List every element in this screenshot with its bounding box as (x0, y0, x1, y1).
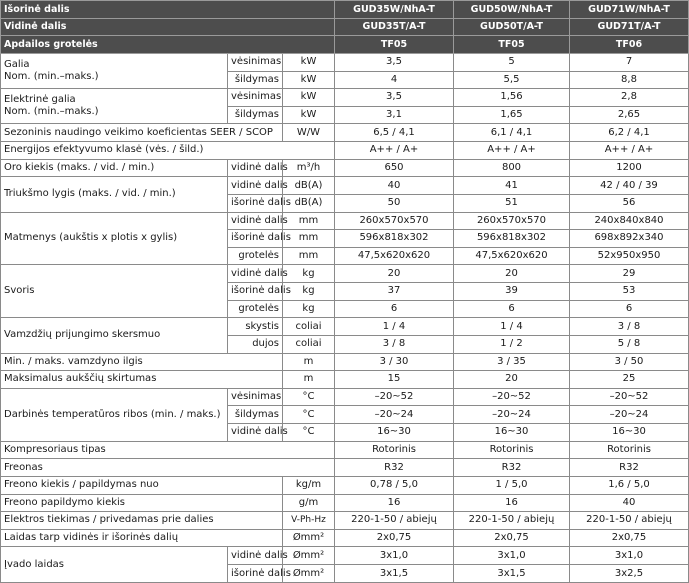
row-label: Elektrinė galia Nom. (min.–maks.) (1, 89, 228, 124)
row-value: Rotorinis (570, 441, 689, 459)
row-value: 39 (454, 283, 570, 301)
row-value: 3,5 (335, 53, 454, 71)
row-value: 6 (570, 300, 689, 318)
row-value: 596x818x302 (335, 230, 454, 248)
model-indoor-2: GUD50T/A-T (454, 18, 570, 36)
row-label: Freono kiekis / papildymas nuo (1, 476, 283, 494)
row-value: R32 (454, 459, 570, 477)
model-grille-1: TF05 (335, 36, 454, 54)
table-row (1, 512, 689, 530)
header-row-grille (1, 36, 689, 54)
row-unit: m (283, 353, 335, 371)
row-label: Energijos efektyvumo klasė (vės. / šild.) (1, 142, 335, 160)
row-value: 47,5x620x620 (335, 247, 454, 265)
row-value: –20~52 (454, 388, 570, 406)
row-value: 3,5 (335, 89, 454, 107)
row-mode: šildymas (228, 71, 283, 89)
row-value: 40 (335, 177, 454, 195)
row-value: 20 (454, 371, 570, 389)
row-value: R32 (335, 459, 454, 477)
table-row (1, 124, 689, 142)
row-label: Min. / maks. vamzdyno ilgis (1, 353, 283, 371)
row-value: 7 (570, 53, 689, 71)
row-value: 41 (454, 177, 570, 195)
table-row (1, 441, 689, 459)
row-value: 6 (454, 300, 570, 318)
row-value: –20~52 (335, 388, 454, 406)
table-row (1, 212, 689, 230)
row-value: A++ / A+ (570, 142, 689, 160)
row-value: 37 (335, 283, 454, 301)
row-value: 47,5x620x620 (454, 247, 570, 265)
header-row-outdoor (1, 1, 689, 19)
row-value: 3 / 8 (335, 335, 454, 353)
row-unit: kW (283, 71, 335, 89)
row-unit: mm (283, 230, 335, 248)
table-row (1, 318, 689, 336)
table-row (1, 53, 689, 71)
row-unit: m (283, 371, 335, 389)
row-value: Rotorinis (335, 441, 454, 459)
row-value: 1,6 / 5,0 (570, 476, 689, 494)
row-mode: vidinė dalis (228, 547, 283, 565)
row-value: 3x1,0 (454, 547, 570, 565)
table-row (1, 476, 689, 494)
row-mode: šildymas (228, 106, 283, 124)
row-mode: dujos (228, 335, 283, 353)
row-value: –20~24 (570, 406, 689, 424)
row-value: 260x570x570 (454, 212, 570, 230)
row-value: 20 (335, 265, 454, 283)
header-label: Vidinė dalis (1, 18, 335, 36)
table-row (1, 529, 689, 547)
row-label: Elektros tiekimas / privedamas prie dalies (1, 512, 283, 530)
row-value: 1 / 2 (454, 335, 570, 353)
row-value: 16~30 (570, 424, 689, 442)
row-mode: vėsinimas (228, 53, 283, 71)
row-unit: m³/h (283, 159, 335, 177)
row-value: 15 (335, 371, 454, 389)
row-unit: Ømm² (283, 565, 335, 583)
row-value: 3,1 (335, 106, 454, 124)
row-label: Svoris (1, 265, 228, 318)
row-value: 3x2,5 (570, 565, 689, 583)
row-value: Rotorinis (454, 441, 570, 459)
row-value: 51 (454, 194, 570, 212)
row-value: 2x0,75 (335, 529, 454, 547)
row-label: Freonas (1, 459, 335, 477)
row-value: 16 (454, 494, 570, 512)
row-value: 3x1,0 (335, 547, 454, 565)
row-value: 50 (335, 194, 454, 212)
row-mode: išorinė dalis (228, 194, 283, 212)
row-value: 6,2 / 4,1 (570, 124, 689, 142)
row-mode: vidinė dalis (228, 177, 283, 195)
row-value: 3x1,5 (335, 565, 454, 583)
row-unit: Ømm² (283, 547, 335, 565)
row-value: 1,56 (454, 89, 570, 107)
table-row (1, 371, 689, 389)
row-label: Galia Nom. (min.–maks.) (1, 53, 228, 88)
table-row (1, 459, 689, 477)
table-row (1, 494, 689, 512)
table-row (1, 89, 689, 107)
row-unit: dB(A) (283, 177, 335, 195)
row-value: 6,1 / 4,1 (454, 124, 570, 142)
row-unit: °C (283, 406, 335, 424)
row-value: 800 (454, 159, 570, 177)
table-row (1, 142, 689, 160)
row-mode: vidinė dalis (228, 265, 283, 283)
row-value: 29 (570, 265, 689, 283)
row-value: 3 / 50 (570, 353, 689, 371)
row-value: 1 / 4 (454, 318, 570, 336)
row-unit: V-Ph-Hz (283, 512, 335, 530)
row-unit: coliai (283, 318, 335, 336)
row-unit: kg (283, 265, 335, 283)
row-label: Darbinės temperatūros ribos (min. / maks.) (1, 388, 228, 441)
row-value: 56 (570, 194, 689, 212)
row-mode: vėsinimas (228, 388, 283, 406)
row-mode: išorinė dalis (228, 565, 283, 583)
table-row (1, 159, 689, 177)
row-value: 5 (454, 53, 570, 71)
row-value: A++ / A+ (454, 142, 570, 160)
row-unit: kg (283, 283, 335, 301)
row-value: 0,78 / 5,0 (335, 476, 454, 494)
row-value: 40 (570, 494, 689, 512)
row-unit: °C (283, 424, 335, 442)
row-label: Triukšmo lygis (maks. / vid. / min.) (1, 177, 228, 212)
row-label: Oro kiekis (maks. / vid. / min.) (1, 159, 228, 177)
row-unit: °C (283, 388, 335, 406)
model-grille-3: TF06 (570, 36, 689, 54)
row-label: Freono papildymo kiekis (1, 494, 283, 512)
row-value: 1200 (570, 159, 689, 177)
row-unit: mm (283, 212, 335, 230)
row-value: 2,65 (570, 106, 689, 124)
row-label: Laidas tarp vidinės ir išorinės dalių (1, 529, 283, 547)
row-value: 25 (570, 371, 689, 389)
row-value: 220-1-50 / abiejų (454, 512, 570, 530)
row-value: 1,65 (454, 106, 570, 124)
row-label: Maksimalus aukščių skirtumas (1, 371, 283, 389)
row-value: R32 (570, 459, 689, 477)
row-value: 1 / 5,0 (454, 476, 570, 494)
table-row (1, 388, 689, 406)
row-value: 8,8 (570, 71, 689, 89)
row-value: 53 (570, 283, 689, 301)
row-value: 16 (335, 494, 454, 512)
row-value: –20~24 (335, 406, 454, 424)
row-value: 5 / 8 (570, 335, 689, 353)
row-value: 260x570x570 (335, 212, 454, 230)
header-label: Apdailos grotelės (1, 36, 335, 54)
row-mode: išorinė dalis (228, 230, 283, 248)
row-label: Matmenys (aukštis x plotis x gylis) (1, 212, 228, 265)
model-indoor-1: GUD35T/A-T (335, 18, 454, 36)
row-unit: g/m (283, 494, 335, 512)
row-value: 3 / 8 (570, 318, 689, 336)
row-value: 20 (454, 265, 570, 283)
row-unit: coliai (283, 335, 335, 353)
row-unit: kg (283, 300, 335, 318)
table-row (1, 353, 689, 371)
row-unit: dB(A) (283, 194, 335, 212)
row-mode: vėsinimas (228, 89, 283, 107)
row-value: 3x1,5 (454, 565, 570, 583)
table-row (1, 177, 689, 195)
row-unit: kW (283, 53, 335, 71)
header-row-indoor (1, 18, 689, 36)
row-label: Kompresoriaus tipas (1, 441, 335, 459)
row-label: Įvado laidas (1, 547, 228, 583)
row-value: –20~52 (570, 388, 689, 406)
row-label: Vamzdžių prijungimo skersmuo (1, 318, 228, 353)
row-mode: vidinė dalis (228, 424, 283, 442)
row-unit: kg/m (283, 476, 335, 494)
row-value: 5,5 (454, 71, 570, 89)
row-value: 4 (335, 71, 454, 89)
header-label: Išorinė dalis (1, 1, 335, 19)
row-mode: grotelės (228, 247, 283, 265)
row-value: 52x950x950 (570, 247, 689, 265)
table-row (1, 547, 689, 565)
row-unit: mm (283, 247, 335, 265)
row-value: –20~24 (454, 406, 570, 424)
row-value: 698x892x340 (570, 230, 689, 248)
model-grille-2: TF05 (454, 36, 570, 54)
model-outdoor-1: GUD35W/NhA-T (335, 1, 454, 19)
row-unit: kW (283, 89, 335, 107)
row-value: 596x818x302 (454, 230, 570, 248)
row-value: 2x0,75 (570, 529, 689, 547)
model-indoor-3: GUD71T/A-T (570, 18, 689, 36)
row-value: A++ / A+ (335, 142, 454, 160)
row-value: 650 (335, 159, 454, 177)
row-mode: šildymas (228, 406, 283, 424)
row-value: 220-1-50 / abiejų (570, 512, 689, 530)
row-value: 240x840x840 (570, 212, 689, 230)
row-mode: išorinė dalis (228, 283, 283, 301)
row-value: 6 (335, 300, 454, 318)
row-mode: skystis (228, 318, 283, 336)
row-value: 2,8 (570, 89, 689, 107)
row-value: 3x1,0 (570, 547, 689, 565)
row-value: 42 / 40 / 39 (570, 177, 689, 195)
row-unit: W/W (283, 124, 335, 142)
model-outdoor-2: GUD50W/NhA-T (454, 1, 570, 19)
row-value: 3 / 35 (454, 353, 570, 371)
row-value: 6,5 / 4,1 (335, 124, 454, 142)
row-value: 2x0,75 (454, 529, 570, 547)
row-value: 16~30 (454, 424, 570, 442)
row-value: 3 / 30 (335, 353, 454, 371)
row-mode: vidinė dalis (228, 159, 283, 177)
model-outdoor-3: GUD71W/NhA-T (570, 1, 689, 19)
row-value: 1 / 4 (335, 318, 454, 336)
row-mode: grotelės (228, 300, 283, 318)
row-mode: vidinė dalis (228, 212, 283, 230)
row-unit: Ømm² (283, 529, 335, 547)
row-value: 220-1-50 / abiejų (335, 512, 454, 530)
table-row (1, 265, 689, 283)
row-value: 16~30 (335, 424, 454, 442)
row-label: Sezoninis naudingo veikimo koeficientas SEER / SCOP (1, 124, 283, 142)
row-unit: kW (283, 106, 335, 124)
